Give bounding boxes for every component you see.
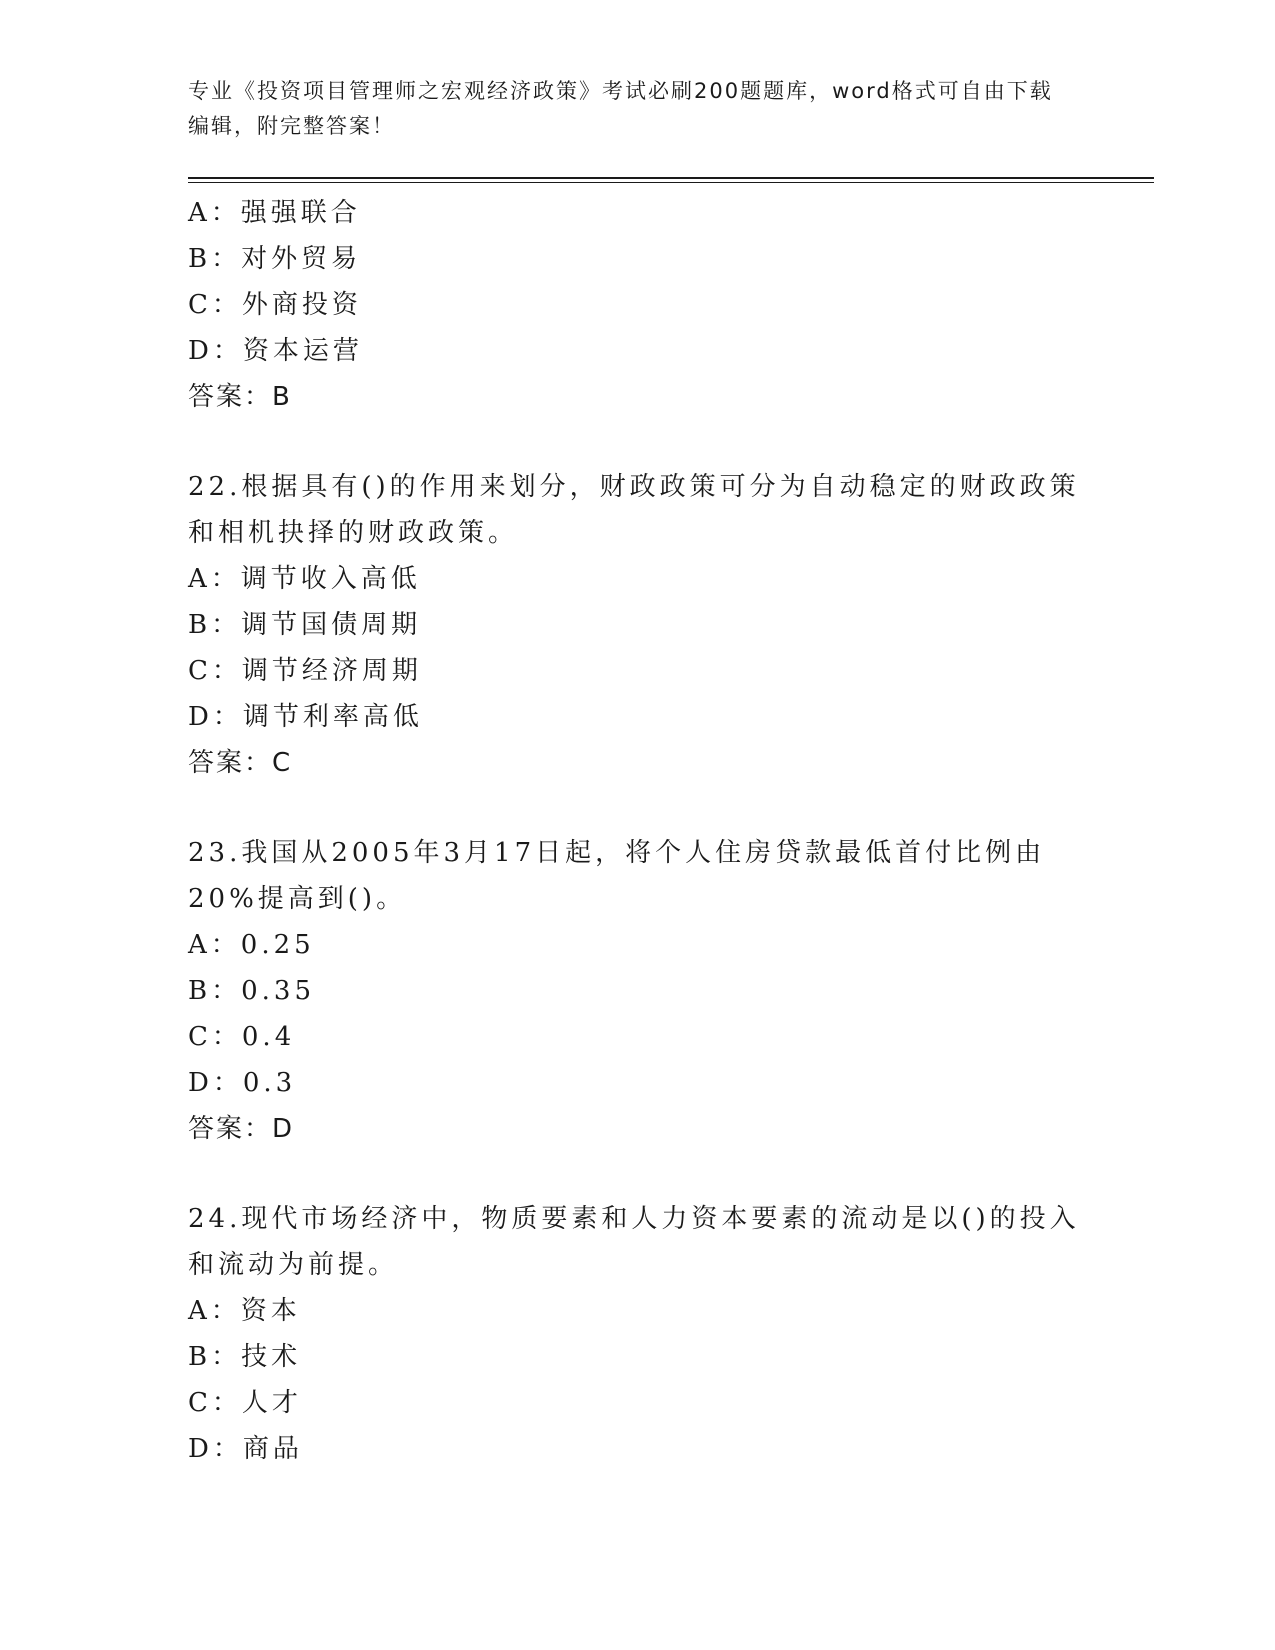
question-23 — [188, 830, 1088, 1152]
option-d: D：调节利率高低 — [188, 702, 423, 732]
option-b: B：对外贸易 — [188, 244, 362, 274]
option-b: B：调节国债周期 — [188, 610, 422, 640]
option-d: D：商品 — [188, 1434, 303, 1464]
header-divider-thick — [188, 177, 1154, 179]
option-d: D：0.3 — [188, 1068, 297, 1098]
option-c: C：0.4 — [188, 1022, 296, 1052]
answer-line: 答案：D — [188, 1114, 295, 1144]
spacer — [188, 1152, 1088, 1196]
question-list — [188, 190, 1088, 1472]
question-stem: 24.现代市场经济中，物质要素和人力资本要素的流动是以()的投入和流动为前提。 — [188, 1204, 1080, 1280]
question-stem: 23.我国从2005年3月17日起，将个人住房贷款最低首付比例由20%提高到()。 — [188, 838, 1046, 914]
answer-line: 答案：C — [188, 748, 293, 778]
option-a: A：调节收入高低 — [188, 564, 421, 594]
option-a: A：0.25 — [188, 930, 315, 960]
question-22 — [188, 464, 1088, 786]
option-a: A：资本 — [188, 1296, 301, 1326]
document-header: 专业《投资项目管理师之宏观经济政策》考试必刷200题题库，word格式可自由下载编辑，附完整答案！ — [188, 79, 1053, 138]
spacer — [188, 420, 1088, 464]
option-b: B：技术 — [188, 1342, 302, 1372]
question-stem: 22.根据具有()的作用来划分，财政政策可分为自动稳定的财政政策和相机抉择的财政政策。 — [188, 472, 1080, 548]
answer-line: 答案：B — [188, 382, 292, 412]
option-c: C：调节经济周期 — [188, 656, 422, 686]
question-24 — [188, 1196, 1088, 1472]
option-c: C：人才 — [188, 1388, 302, 1418]
option-a: A：强强联合 — [188, 198, 361, 228]
header-divider-thin — [188, 182, 1154, 183]
question-21 — [188, 190, 1088, 420]
option-c: C：外商投资 — [188, 290, 362, 320]
option-d: D：资本运营 — [188, 336, 363, 366]
spacer — [188, 786, 1088, 830]
option-b: B：0.35 — [188, 976, 315, 1006]
